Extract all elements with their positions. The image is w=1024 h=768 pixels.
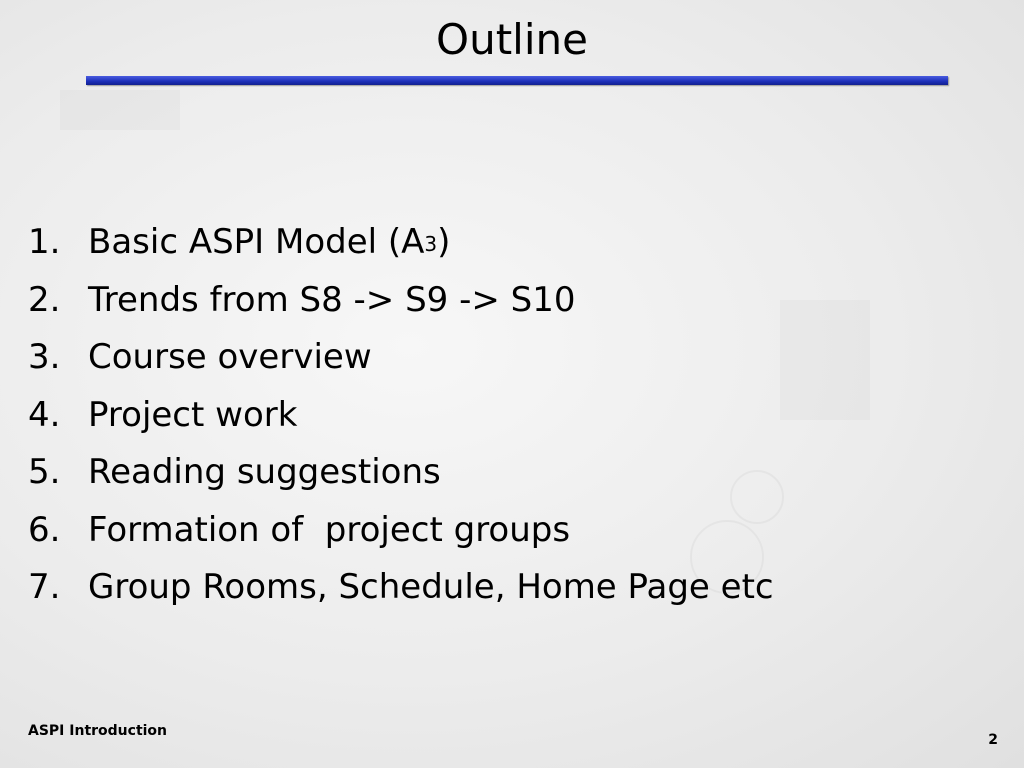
list-item: [28, 214, 774, 272]
list-item: [28, 272, 774, 330]
footer-title: ASPI Introduction: [28, 723, 168, 739]
item-number: 7.: [28, 567, 61, 607]
item-text: Course overview: [88, 337, 372, 377]
item-number: 4.: [28, 394, 61, 435]
list-item: [28, 444, 774, 502]
item-text: [88, 214, 450, 272]
item-number: 2.: [28, 279, 61, 320]
item-text-end: ): [437, 222, 451, 262]
item-text: Project work: [88, 394, 298, 435]
list-item: [28, 329, 774, 387]
item-number: 3.: [28, 337, 61, 377]
item-text: Group Rooms, Schedule, Home Page etc: [88, 567, 774, 607]
superscript: 3: [424, 232, 438, 256]
outline-list: [28, 214, 774, 617]
item-text: Reading suggestions: [88, 452, 441, 492]
title-underline: [86, 76, 948, 85]
item-text: Trends from S8 -> S9 -> S10: [88, 279, 576, 320]
list-item: [28, 559, 774, 617]
list-item: [28, 387, 774, 445]
slide-title: Outline: [436, 15, 588, 64]
background-shape: [60, 90, 180, 130]
background-shape: [780, 300, 870, 420]
item-number: 1.: [28, 222, 61, 262]
item-number: 5.: [28, 452, 61, 492]
item-text-main: Basic ASPI Model (A: [88, 222, 425, 262]
item-number: 6.: [28, 509, 61, 550]
page-number: 2: [988, 732, 998, 748]
item-text: Formation of project groups: [88, 509, 571, 550]
list-item: [28, 502, 774, 560]
